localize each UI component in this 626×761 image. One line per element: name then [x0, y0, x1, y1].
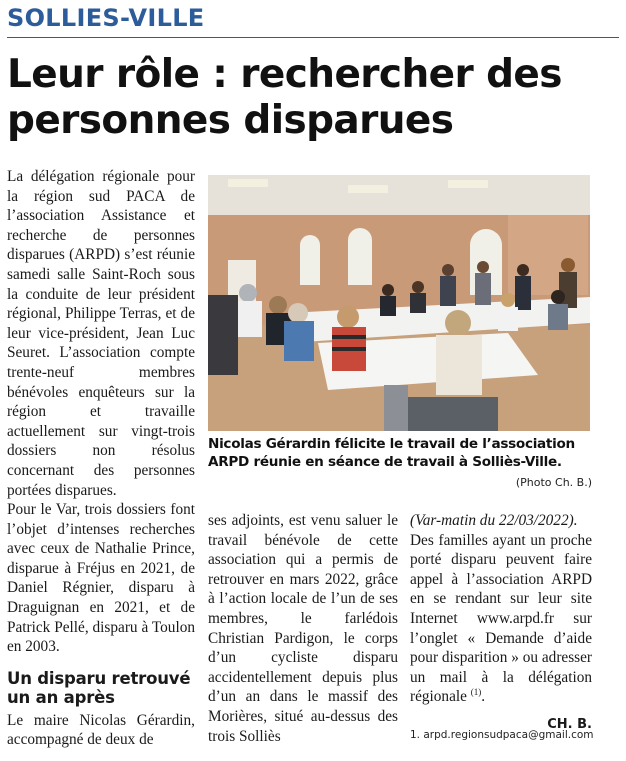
paragraph-mayor: Le maire Nicolas Gérardin, accompagné de deux de [7, 711, 195, 749]
paragraph-var: Pour le Var, trois dossiers font l’objet d’intenses recherches avec ceux de Nathalie Prince, disparue à Fréjus en 2021, de Daniel Régnier, disparu à Draguignan en 2021, et de Patrick Pellé, disparu à Toulon en 2003. [7, 501, 195, 656]
section-kicker: SOLLIES-VILLE [7, 4, 205, 32]
meeting-photo [208, 175, 590, 431]
column-2 [208, 511, 398, 746]
paragraph-intro: La délégation régionale pour la région sud PACA de l’association Assistance et recherche de personnes disparues (ARPD) s’est réunie samedi salle Saint-Roch sous la conduite de leur président régional, Philippe Terras, et de leur vice-président, Jean Luc Seuret. L’association compte trente-neuf membres bénévoles enquêteurs sur la région et travaille actuellement sur vingt-trois dossiers non résolus concernant des personnes portées disparues. [7, 168, 195, 499]
column-3 [410, 511, 592, 735]
paragraph-contact-text: Des familles ayant un proche porté disparu peuvent faire appel à l’association ARPD en se rendant sur leur site Internet www.arpd.fr sur l’onglet « Demande d’aide pour disparition » ou adresser un mail à la délégation régionale [410, 531, 592, 706]
kicker-rule [7, 37, 619, 38]
photo-credit: (Photo Ch. B.) [515, 476, 592, 489]
photo-caption: Nicolas Gérardin félicite le travail de l’association ARPD réunie en séance de travail à Solliès-Ville. [208, 436, 575, 470]
meeting-photo-illustration [208, 175, 590, 431]
paragraph-mayor-continued: ses adjoints, est venu saluer le travail bénévole de cette association qui a permis de retrouver en mars 2022, grâce à l’action locale de l’un de ses membres, le farlédois Christian Pardigon, le corps d’un cycliste disparu accidentellement depuis plus d’un an dans le massif des Morières, situé au-dessus des trois Solliès [208, 512, 398, 745]
paragraph-contact: Des familles ayant un proche porté disparu peuvent faire appel à l’association ARPD en se rendant sur leur site Internet www.arpd.fr sur l’onglet « Demande d’aide pour disparition » ou adresser un mail à la délégation régionale $^{(1)}$. [410, 531, 592, 706]
article-headline: Leur rôle : rechercher des personnes disparues [7, 52, 562, 143]
footnote-mark: (1) [470, 687, 482, 698]
author-byline: CH. B. [547, 716, 592, 732]
footnote-email: 1. arpd.regionsudpaca@gmail.com [410, 729, 594, 741]
source-citation [410, 511, 592, 531]
subheading: Un disparu retrouvé un an après [7, 668, 191, 707]
column-1 [7, 167, 195, 750]
source-citation-text: (Var-matin du 22/03/2022). [410, 512, 578, 529]
